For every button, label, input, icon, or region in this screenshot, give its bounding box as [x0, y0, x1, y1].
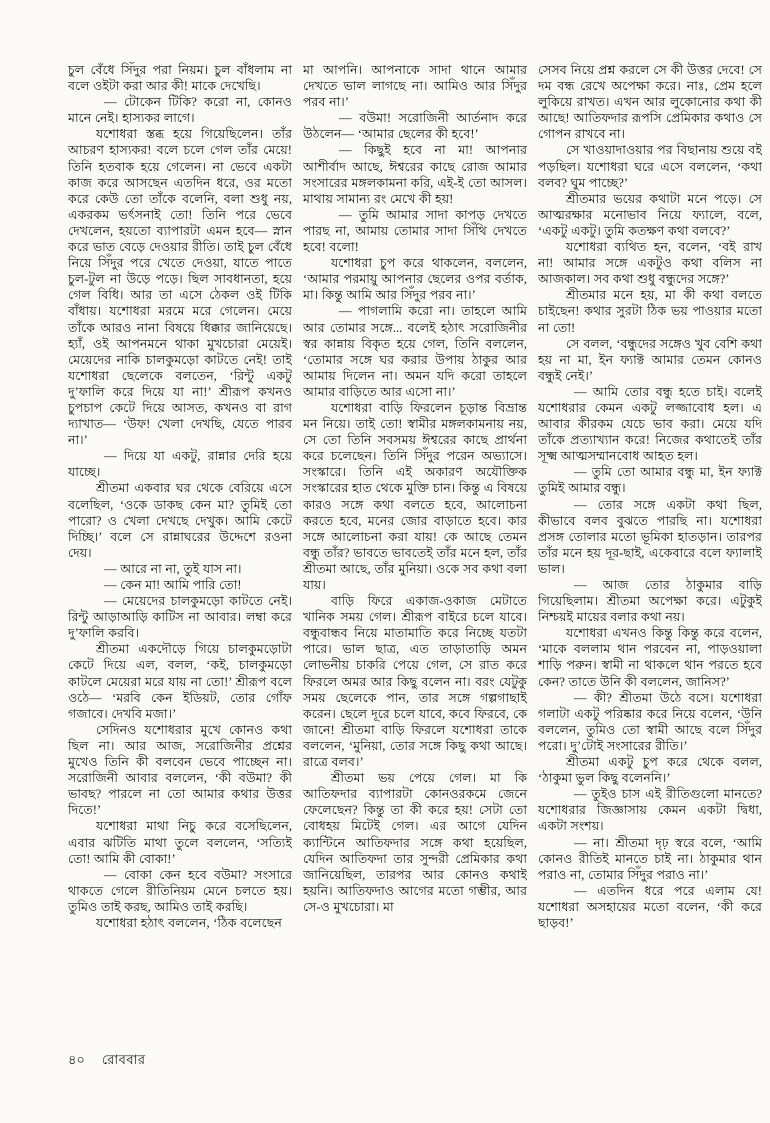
story-paragraph: — আরে না না, তুই যাস না।: [104, 561, 242, 576]
story-paragraph: সে খাওয়াদাওয়ার পর বিছানায় শুয়ে বই পড়ছিল। যশোধরা ঘরে এসে বললেন, ‘কথা বলব? ঘুম পাচ্ছে?’: [538, 143, 762, 190]
story-paragraph: শ্রীতমা একটু চুপ করে থেকে বলল, ‘ঠাকুমা ভুল কিছু বলেননি।’: [538, 755, 762, 786]
story-paragraph: বাড়ি ফিরে একাজ-ওকাজ মেটাতে খানিক সময় গেল। শ্রীরূপ বাইরে চলে যাবে। বন্ধুবান্ধব নিয়ে মাতামাতি করে নিচ্ছে যতটা পারে। ভাল ছাত্র, এত তাড়াতাড়ি অমন লোভনীয় চাকরি পেয়ে গেল, সে রাত করে ফিরলে অমর আর কিছু বলেন না। বরং যেটুকু সময় ছেলেকে পান, তার সঙ্গে গল্পগাছাই করেন। ছেলে দূরে চলে যাবে, কবে ফিরবে, কে জানে! শ্রীতমা বাড়ি ফিরলে যশোধরা তাকে বললেন, ‘মুনিয়া, তোর সঙ্গে কিছু কথা আছে। রাত্রে বলব।’: [303, 594, 527, 770]
story-paragraph: — এতদিন ধরে পরে এলাম যে! যশোধরা অসহায়ের মতো বলেন, ‘কী করে ছাড়ব!’: [538, 883, 762, 930]
text-column-3: [538, 62, 762, 1044]
story-paragraph: — বউমা! সরোজিনী আর্তনাদ করে উঠলেন— ‘আমার ছেলের কী হবে!’: [303, 111, 527, 142]
story-paragraph: — কিছুই হবে না মা! আপনার আশীর্বাদ আছে, ঈশ্বরের কাছে রোজ আমার সংসারের মঙ্গলকামনা করি, এই-ই তো আসল। মাথায় সামান্য রং মেখে কী হয়!: [303, 143, 527, 206]
story-paragraph: — না। শ্রীতমা দৃঢ় স্বরে বলে, ‘আমি কোনও রীতিই মানতে চাই না। ঠাকুমার থান পরাও না, তোমার সিঁদুর পরাও না।’: [538, 835, 762, 882]
story-paragraph: — দিয়ে যা একটু, রান্নার দেরি হয়ে যাচ্ছে।: [68, 449, 292, 480]
page-footer: [68, 1051, 145, 1072]
story-paragraph: — বোকা কেন হবে বউমা? সংসারে থাকতে গেলে রীতিনিয়ম মেনে চলতে হয়। তুমিও তাই করছ, আমিও তাই করছি।: [68, 867, 292, 914]
story-paragraph: শ্রীতমা একদৌড়ে গিয়ে চালকুমড়োটা কেটে দিয়ে এল, বলল, ‘কই, চালকুমড়ো কাটলে মেয়েরা মরে যায় না তো!’ শ্রীরূপ বলে ওঠে— ‘মরবি কেন ইডিয়ট, তোর গোঁফ গজাবে। দেখবি মজা।’: [68, 642, 292, 721]
story-paragraph: — পাগলামি করো না। তাহলে আমি আর তোমার সঙ্গে... বলেই হঠাৎ সরোজিনীর স্বর কান্নায় বিকৃত হয়ে গেল, তিনি বললেন, ‘তোমার সঙ্গে ঘর করার উপায় ঠাকুর আর আমায় দিলেন না। অমন যদি করো তাহলে আমার বাড়িতে আর এসো না।’: [303, 304, 527, 399]
story-paragraph: শ্রীতমা একবার ঘর থেকে বেরিয়ে এসে বলেছিল, ‘ওকে ডাকছ কেন মা? তুমিই তো পারো? ও খেলা দেখছে দেখুক। আমি কেটে দিচ্ছি।’ বলে সে রান্নাঘরের উদ্দেশে রওনা দেয়।: [68, 481, 292, 560]
story-paragraph: সেদিনও যশোধরার মুখে কোনও কথা ছিল না। আর আজ, সরোজিনীর প্রশ্নের মুখেও তিনি কী বলবেন ভেবে পাচ্ছেন না। সরোজিনী আবার বললেন, ‘কী বউমা? কী ভাবছ? পারলে না তো আমার কথার উত্তর দিতে!’: [68, 722, 292, 818]
story-paragraph: — তোর সঙ্গে একটা কথা ছিল, কীভাবে বলব বুঝতে পারছি না। যশোধরা প্রসঙ্গ তোলার মতো ভূমিকা হাতড়ান। তারপর তাঁর মনে হয় দূর-ছাই, একেবারে বলে ফ্যালাই ভাল।: [538, 497, 762, 576]
story-paragraph: শ্রীতমার ভয়ের কথাটা মনে পড়ে। সে আত্মরক্ষার মনোভাব নিয়ে ফ্যালে, বলে, ‘একটু একটু। তুমি কতক্ষণ কথা বলবে?’: [538, 191, 762, 238]
story-paragraph: — তুইও চাস এই রীতিগুলো মানতে? যশোধরার জিজ্ঞাসায় কেমন একটা দ্বিধা, একটা সংশয়।: [538, 787, 762, 834]
story-paragraph: — মেয়েদের চালকুমড়ো কাটতে নেই। রিন্টু আড়াআড়ি কাটিস না আবার। লম্বা করে দু’ফালি করবি।: [68, 594, 292, 641]
page-number: ৪০: [68, 1052, 85, 1067]
article-body: [68, 62, 762, 1044]
story-paragraph: যশোধরা ব্যথিত হন, বলেন, ‘বই রাখ না! আমার সঙ্গে একটুও কথা বলিস না আজকাল। সব কথা শুধু বন্ধুদের সঙ্গে?’: [538, 240, 762, 287]
story-paragraph: — আজ তোর ঠাকুমার বাড়ি গিয়েছিলাম। শ্রীতমা অপেক্ষা করে। এটুকুই নিশ্চয়ই মায়ের বলার কথা নয়।: [538, 578, 762, 625]
story-paragraph: — টোকেন টিকি? করো না, কোনও মানে নেই। হাস্যকর লাগে।: [68, 95, 292, 126]
story-paragraph: — কী? শ্রীতমা উঠে বসে। যশোধরা গলাটা একটু পরিষ্কার করে নিয়ে বলেন, ‘উনি বললেন, তুমিও তো স্বামী আছে বলে সিঁদুর পরো। দু’টোই সংসারের রীতি।’: [538, 690, 762, 753]
story-paragraph: যশোধরা মাথা নিচু করে বসেছিলেন, এবার ঝটিতি মাথা তুলে বললেন, ‘সত্যিই তো! আমি কী বোকা!’: [68, 819, 292, 866]
story-paragraph: — তুমি তো আমার বন্ধু মা, ইন ফ্যাক্ট তুমিই আমার বন্ধু।: [538, 465, 762, 496]
magazine-name: রোববার: [101, 1052, 146, 1067]
story-paragraph: যশোধরা এখনও কিন্তু কিন্তু করে বলেন, ‘মাকে বললাম থান পরবেন না, পাড়ওয়ালা শাড়ি পরুন। স্বামী না থাকলে থান পরতে হবে কেন? তাতে উনি কী বললেন, জানিস?’: [538, 626, 762, 689]
story-paragraph: যশোধরা চুপ করে থাকলেন, বললেন, ‘আমার পরমায়ু আপনার ছেলের ওপর বর্তাক, মা। কিন্তু আমি আর সিঁদুর পরব না।’: [303, 256, 527, 303]
story-paragraph: যশোধরা স্তব্ধ হয়ে গিয়েছিলেন। তাঁর আচরণ হাস্যকর! বলে চলে গেল তাঁর মেয়ে! তিনি হতবাক হয়ে গেলেন। না ভেবে একটা কাজ করে আসছেন এতদিন ধরে, ওর মতো করে কেউ তো তাঁকে বলেনি, বলা শুধু নয়, একরকম ভর্ৎসনাই তো! তিনি পরে ভেবে দেখলেন, হয়তো ব্যাপারটা এমন হবে— স্নান করে ভাত বেড়ে দেওয়ার রীতি। তাই চুল বেঁধে নিয়ে সিঁদুর পরে খেতে দেওয়া, যাতে পাতে চুল-টুল না উড়ে পড়ে। ছিল সাবধানতা, হয়ে গেল বিধি। আর তা এসে ঠেকল ওই টিকি বাঁধায়। যশোধরা মরমে মরে গেলেন। মেয়ে তাঁকে আরও নানা বিষয়ে ধিক্কার জানিয়েছে। হ্যাঁ, ওই আপনমনে থাকা মুখচোরা মেয়েই। মেয়েদের নাকি চালকুমড়ো কাটতে নেই! তাই যশোধরা ছেলেকে বলতেন, ‘রিন্টু একটু দু’ফালি করে দিয়ে যা না!’ শ্রীরূপ কখনও চুপচাপ কেটে দিয়ে আসত, কখনও বা রাগ দ্যাখাত— ‘উফ! খেলা দেখছি, যেতে পারব না।’: [68, 127, 292, 448]
story-paragraph: — আমি তোর বন্ধু হতে চাই। বলেই যশোধরার কেমন একটু লজ্জাবোধ হল। এ আবার কীরকম যেচে ভাব করা। মেয়ে যদি তাঁকে প্রত্যাখ্যান করে! নিজের কথাতেই তাঁর সূক্ষ্ম আত্মসম্মানবোধ আহত হল।: [538, 384, 762, 464]
story-paragraph: যশোধরা বাড়ি ফিরলেন চূড়ান্ত বিভ্রান্ত মন নিয়ে। তাই তো! স্বামীর মঙ্গলকামনায় নয়, সে তো তিনি সবসময় ঈশ্বরের কাছে প্রার্থনা করে চলেছেন। তিনি সিঁদুর পরেন অভ্যাসে। সংস্কারে। তিনি এই অকারণ অযৌক্তিক সংস্কারের হাত থেকে মুক্তি চান। কিন্তু এ বিষয়ে কারও সঙ্গে কথা বলতে হবে, আলোচনা করতে হবে, মনের জোর বাড়াতে হবে। কার সঙ্গে আলোচনা করা যায়! কে আছে তেমন বন্ধু তাঁর? ভাবতে ভাবতেই তাঁর মনে হল, তাঁর শ্রীতমা আছে, তাঁর মুনিয়া। ওকে সব কথা বলা যায়।: [303, 400, 527, 592]
story-paragraph: চুল বেঁধে সিঁদুর পরা নিয়ম। চুল বাঁধলাম না বলে ওইটা করা আর কী! মাকে দেখেছি।: [68, 63, 292, 94]
story-paragraph: সেসব নিয়ে প্রশ্ন করলে সে কী উত্তর দেবে! সে দম বন্ধ রেখে অপেক্ষা করে। নাঃ, প্রেম হলে লুকিয়ে রাখত। এখন আর লুকোনোর কথা কী আছে! আতিফদার রূপসি প্রেমিকার কথাও সে গোপন রাখবে না।: [538, 63, 762, 142]
story-paragraph: সে বলল, ‘বন্ধুদের সঙ্গেও খুব বেশি কথা হয় না মা, ইন ফ্যাক্ট আমার তেমন কোনও বন্ধুই নেই।’: [538, 336, 762, 383]
story-paragraph: শ্রীতমা ভয় পেয়ে গেল। মা কি আতিফদার ব্যাপারটা কোনওরকমে জেনে ফেলেছেন? কিন্তু তা কী করে হয়! সেটা তো বোধহয় মিটেই গেল। এর আগে যেদিন ক্যান্টিনে আতিফদার সঙ্গে কথা হয়েছিল, যেদিন আতিফদা তার সুন্দরী প্রেমিকার কথা জানিয়েছিল, তারপর আর কোনও কথাই হয়নি। আতিফদাও আগের মতো গম্ভীর, আর সে-ও মুখচোরা। মা: [303, 771, 527, 914]
text-column-2: [303, 62, 527, 1044]
story-paragraph: শ্রীতমার মনে হয়, মা কী কথা বলতে চাইছেন! কথার সুরটা ঠিক ভয় পাওয়ার মতো না তো!: [538, 288, 762, 335]
story-paragraph: — কেন মা! আমি পারি তো!: [104, 578, 242, 592]
story-paragraph: — তুমি আমার সাদা কাপড় দেখতে পারছ না, আমায় তোমার সাদা সিঁথি দেখতে হবে! বলো!: [303, 207, 527, 255]
story-paragraph: যশোধরা হঠাৎ বললেন, ‘ঠিক বলেছেন: [96, 915, 282, 930]
text-column-1: [68, 62, 292, 1044]
story-paragraph: মা আপনি। আপনাকে সাদা থানে আমার দেখতে ভাল লাগছে না। আমিও আর সিঁদুর পরব না।’: [303, 63, 527, 110]
